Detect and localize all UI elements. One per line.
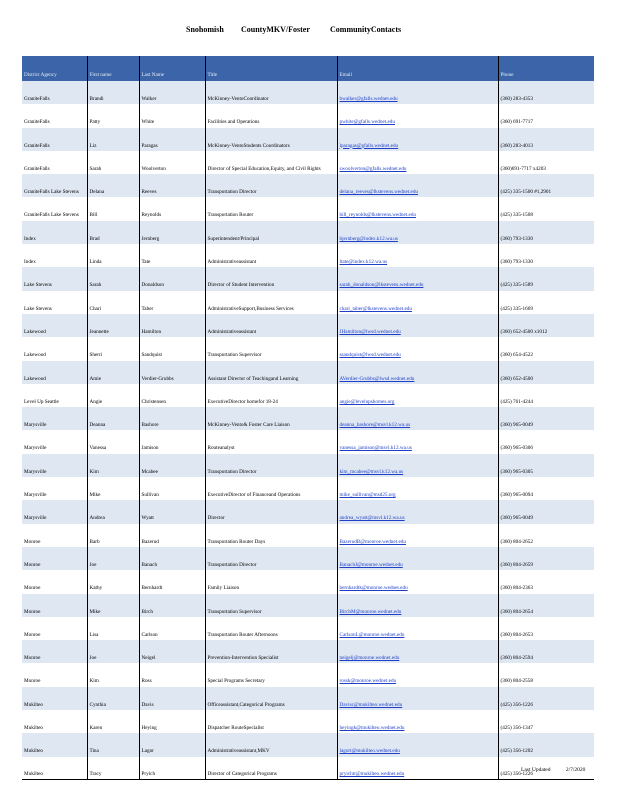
cell-first-name: Angie [87, 384, 139, 407]
table-row [22, 361, 594, 384]
cell-district: Monroe [22, 547, 87, 570]
cell-last-name: Donaldson [139, 267, 205, 290]
cell-first-name: Joe [87, 640, 139, 663]
cell-email[interactable]: deanna_bashore@msvl.k12.wa.us [337, 407, 498, 430]
cell-phone: (360) 804-2363 [500, 585, 533, 592]
cell-title: Assistant Director of Teachingand Learning [205, 361, 337, 384]
cell-first-name: Liz [87, 128, 139, 151]
table-row [22, 454, 594, 477]
cell-last-name: Neigel [139, 640, 205, 663]
cell-title: ExecutiveDirector of Financeand Operations [205, 477, 337, 500]
cell-district: Marysville [22, 500, 87, 523]
cell-title: Administrativeassistant [205, 314, 337, 337]
cell-title: Administrativeassistant,MKV [205, 733, 337, 756]
cell-last-name: Paragas [139, 128, 205, 151]
cell-phone: (360) 652-4500 x1012 [500, 328, 548, 335]
cell-district: Monroe [22, 640, 87, 663]
cell-title: Transportation Supervisor [205, 594, 337, 617]
cell-last-name: Reynolds [139, 197, 205, 220]
last-updated [521, 767, 585, 773]
cell-title: Transportation Router [205, 197, 337, 220]
cell-last-name: Woolverton [139, 151, 205, 174]
cell-title: Superintendent/Principal [205, 221, 337, 244]
table-row [22, 477, 594, 500]
cell-first-name: Deanna [87, 407, 139, 430]
cell-title: Facilities and Operations [205, 104, 337, 127]
cell-last-name: Heying [139, 710, 205, 733]
cell-phone: (360) 965-0306 [500, 445, 533, 452]
cell-phone: (360) 283-4013 [500, 142, 533, 149]
last-updated-date: 2/7/2020 [565, 767, 586, 773]
cell-phone: (360) 965-0305 [500, 468, 533, 475]
cell-last-name: Tate [139, 244, 205, 267]
cell-phone: (360) 283-4353 [500, 96, 533, 102]
table-row [22, 384, 594, 407]
cell-last-name: Bernhardt [139, 570, 205, 593]
cell-last-name: Bazerud [139, 524, 205, 547]
cell-email[interactable]: bjernberg@index.k12.wa.us [337, 221, 498, 244]
cell-first-name: Lisa [87, 617, 139, 640]
cell-district: Monroe [22, 594, 87, 617]
cell-email[interactable]: angie@levelupshomes.org [337, 384, 498, 407]
cell-email[interactable]: lparagas@gfalls.wednet.edu [337, 128, 498, 151]
table-row [22, 221, 594, 244]
cell-email[interactable]: mike_sullivan@msd25.org [337, 477, 498, 500]
cell-last-name: Carlson [139, 617, 205, 640]
table-row [22, 640, 594, 663]
cell-phone: (425) 335-1669 [500, 305, 533, 312]
cell-district: Marysville [22, 454, 87, 477]
cell-phone: (360) 965-0094 [500, 492, 533, 499]
cell-district: Mukilteo [22, 733, 87, 756]
cell-email[interactable]: AVerdier-Grubbs@lwsd.wednet.edu [337, 361, 498, 384]
cell-district: Monroe [22, 524, 87, 547]
cell-district: Lake Stevens [22, 267, 87, 290]
cell-first-name: Kim [87, 663, 139, 686]
cell-district: GraniteFalls Lake Stevens [22, 197, 87, 220]
cell-first-name: Mike [87, 477, 139, 500]
table-row [22, 430, 594, 453]
cell-email[interactable]: rossk@monroe.wednet.edu [337, 663, 498, 686]
cell-last-name: Birch [139, 594, 205, 617]
cell-phone: (360) 804-2654 [500, 608, 533, 615]
cell-title: Prevention-Intervention Specialist [205, 640, 337, 663]
cell-email[interactable]: bwalker@gfalls.wednet.edu [337, 81, 498, 104]
title-contacts: CommunityContacts [330, 25, 402, 34]
cell-title: Dispatcher RouteSpecialist [205, 710, 337, 733]
table-row [22, 81, 594, 104]
cell-first-name: Chari [87, 291, 139, 314]
cell-district: GraniteFalls [22, 128, 87, 151]
header-first-name: First name [87, 56, 139, 81]
cell-phone: (360) 793-1330 [500, 259, 533, 266]
header-last-name: Last Name [139, 56, 205, 81]
table-row [22, 407, 594, 430]
cell-first-name: Tracy [87, 757, 139, 780]
cell-last-name: Davis [139, 687, 205, 710]
cell-district: GraniteFalls [22, 81, 87, 104]
cell-title: ExecutiveDirector homefor 18-24 [205, 384, 337, 407]
cell-email[interactable]: andrea_wyatt@msvl.k12.wa.us [337, 500, 498, 523]
cell-title: Officeassistant,Categorical Programs [205, 687, 337, 710]
title-program: CountyMKV/Foster [241, 25, 310, 34]
cell-district: Marysville [22, 430, 87, 453]
cell-first-name: Sarah [87, 267, 139, 290]
cell-email[interactable]: bernhardtk@monroe.wednet.edu [337, 570, 498, 593]
table-row [22, 267, 594, 290]
table-row [22, 291, 594, 314]
cell-email[interactable]: lagort@mukilteo.wednet.edu [337, 733, 498, 756]
table-row [22, 663, 594, 686]
cell-first-name: Vanessa [87, 430, 139, 453]
table-row [22, 500, 594, 523]
cell-first-name: Mike [87, 594, 139, 617]
cell-last-name: Mcabee [139, 454, 205, 477]
cell-email[interactable]: heyingk@mukilteo.wednet.edu [337, 710, 498, 733]
cell-title: Family Liaison [205, 570, 337, 593]
cell-district: Lake Stevens [22, 291, 87, 314]
cell-email[interactable]: CarlsonL@monroe.wednet.edu [337, 617, 498, 640]
cell-last-name: Sullivan [139, 477, 205, 500]
cell-phone: (360) 691-7717 [500, 119, 533, 126]
cell-phone: (425) 356-1347 [500, 725, 533, 732]
table-row [22, 733, 594, 756]
cell-first-name: Kathy [87, 570, 139, 593]
cell-district: Marysville [22, 477, 87, 500]
cell-email[interactable]: pryichtr@mukilteo.wednet.edu [337, 757, 498, 780]
cell-title: Transportation Director [205, 454, 337, 477]
cell-first-name: Brad [87, 221, 139, 244]
cell-phone: (360) 793-1330 [500, 235, 533, 242]
cell-first-name: Joe [87, 547, 139, 570]
cell-title: Special Programs Secretary [205, 663, 337, 686]
header-title: Title [205, 56, 337, 81]
cell-district: Index [22, 244, 87, 267]
cell-district: Mukilteo [22, 710, 87, 733]
cell-email[interactable]: Davisc@mukilteo.wednet.edu [337, 687, 498, 710]
cell-email[interactable]: BazerudB@monroe.wednet.edu [337, 524, 498, 547]
cell-email[interactable]: swoolverton@gfalls.wednet.edu [337, 151, 498, 174]
cell-district: Monroe [22, 663, 87, 686]
table-row [22, 128, 594, 151]
cell-last-name: White [139, 104, 205, 127]
last-updated-label: Last Updated [521, 767, 551, 773]
cell-first-name: Brandi [87, 81, 139, 104]
cell-title: McKinney-Vento& Foster Care Liaison [205, 407, 337, 430]
cell-district: Marysville [22, 407, 87, 430]
cell-last-name: Walker [139, 81, 205, 104]
cell-last-name: Reeves [139, 174, 205, 197]
cell-email[interactable]: ssandquist@lwsd.wednet.edu [337, 337, 498, 360]
table-row [22, 104, 594, 127]
cell-last-name: Lagor [139, 733, 205, 756]
cell-first-name: Amie [87, 361, 139, 384]
header-email: Email [337, 56, 498, 81]
table-row [22, 547, 594, 570]
cell-title: Administrativeassistant [205, 244, 337, 267]
cell-title: AdministrativeSupport,Business Services [205, 291, 337, 314]
cell-first-name: Patty [87, 104, 139, 127]
cell-last-name: Jernberg [139, 221, 205, 244]
table-row [22, 757, 594, 780]
cell-title: Director of Categorical Programs [205, 757, 337, 780]
cell-last-name: Verdier-Grubbs [139, 361, 205, 384]
cell-email[interactable]: kim_mcabee@msvl.k12.wa.us [337, 454, 498, 477]
cell-title: McKinney-VentoCoordinator [205, 81, 337, 104]
cell-title: Routeanalyst [205, 430, 337, 453]
table-row [22, 710, 594, 733]
contacts-table [22, 56, 594, 780]
cell-last-name: Bashore [139, 407, 205, 430]
cell-first-name: Barb [87, 524, 139, 547]
cell-email[interactable]: BanachJ@monroe.wednet.edu [337, 547, 498, 570]
cell-district: GraniteFalls Lake Stevens [22, 174, 87, 197]
cell-phone: (425) 335-1508 [500, 212, 533, 219]
cell-email[interactable]: delana_reeves@lkstevens.wednet.edu [337, 174, 498, 197]
cell-title: Transportation Router Afternoons [205, 617, 337, 640]
cell-first-name: Bill [87, 197, 139, 220]
cell-title: McKinney-VentoStudents Coordinators [205, 128, 337, 151]
cell-phone: (360) 804-2652 [500, 538, 533, 545]
cell-first-name: Karen [87, 710, 139, 733]
cell-last-name: Jamison [139, 430, 205, 453]
cell-last-name: Sandquist [139, 337, 205, 360]
cell-phone: (360) 654-4522 [500, 352, 533, 359]
cell-first-name: Delana [87, 174, 139, 197]
cell-phone: (425) 356-1202 [500, 748, 533, 755]
cell-phone: (360)691-7717 x4203 [500, 165, 546, 172]
cell-phone: (360) 652-4500 [500, 375, 533, 382]
table-row [22, 151, 594, 174]
cell-district: GraniteFalls [22, 104, 87, 127]
cell-title: Director of Special Education,Equity, and Civil Rights [205, 151, 337, 174]
cell-last-name: Taber [139, 291, 205, 314]
table-row [22, 314, 594, 337]
cell-email[interactable]: neigelj@monroe.wednet.edu [337, 640, 498, 663]
cell-title: Director of Student Intervention [205, 267, 337, 290]
cell-first-name: Cynthia [87, 687, 139, 710]
cell-email[interactable]: ltate@index.k12.wa.us [337, 244, 498, 267]
cell-phone: (425) 356-1226 [500, 771, 533, 778]
cell-phone: (360) 965-0049 [500, 515, 533, 522]
cell-phone: (360) 804-2659 [500, 561, 533, 568]
cell-title: Transportation Supervisor [205, 337, 337, 360]
cell-district: Index [22, 221, 87, 244]
header-district: District Agency [22, 56, 87, 81]
cell-email[interactable]: sarah_donaldson@lkstevens.wednet.edu [337, 267, 498, 290]
header-phone: Phone [500, 71, 514, 78]
cell-last-name: Wyatt [139, 500, 205, 523]
cell-district: Lakewood [22, 314, 87, 337]
cell-phone: (360) 804-2594 [500, 655, 533, 662]
cell-title: Transportation Director [205, 174, 337, 197]
cell-district: Mukilteo [22, 687, 87, 710]
cell-phone: (360) 965-0049 [500, 422, 533, 429]
table-row [22, 570, 594, 593]
cell-phone: (425) 356-1226 [500, 701, 533, 708]
cell-first-name: Jeannette [87, 314, 139, 337]
cell-phone: (425) 335-1500 #1,2901 [500, 189, 552, 196]
table-row [22, 687, 594, 710]
cell-last-name: Banach [139, 547, 205, 570]
cell-district: Lakewood [22, 337, 87, 360]
cell-email[interactable]: pwhite@gfalls.wednet.edu [337, 104, 498, 127]
table-row [22, 174, 594, 197]
title-county: Snohomish [186, 25, 224, 34]
cell-phone: (425) 335-1589 [500, 282, 533, 289]
cell-first-name: Sarah [87, 151, 139, 174]
cell-title: Transportation Router Days [205, 524, 337, 547]
cell-last-name: Hamilton [139, 314, 205, 337]
cell-first-name: Andrea [87, 500, 139, 523]
cell-phone: (425) 761-4244 [500, 398, 533, 405]
cell-first-name: Sherri [87, 337, 139, 360]
cell-email[interactable]: vanessa_jamison@msvl.k12.wa.us [337, 430, 498, 453]
cell-district: Lakewood [22, 361, 87, 384]
cell-title: Transportation Director [205, 547, 337, 570]
cell-last-name: Pryich [139, 757, 205, 780]
cell-title: Director [205, 500, 337, 523]
cell-district: GraniteFalls [22, 151, 87, 174]
table-row [22, 594, 594, 617]
document-title [0, 25, 618, 37]
cell-district: Monroe [22, 570, 87, 593]
cell-district: Monroe [22, 617, 87, 640]
cell-phone: (360) 804-2558 [500, 678, 533, 685]
cell-email[interactable]: BirchM@monroe.wednet.edu [337, 594, 498, 617]
cell-first-name: Kim [87, 454, 139, 477]
cell-first-name: Tina [87, 733, 139, 756]
cell-first-name: Linda [87, 244, 139, 267]
cell-email[interactable]: JHamilton@lwsd.wednet.edu [337, 314, 498, 337]
cell-district: Mukilteo [22, 757, 87, 780]
header-row [22, 56, 594, 81]
cell-last-name: Christensen [139, 384, 205, 407]
table-row [22, 524, 594, 547]
cell-email[interactable]: bill_reynolds@lkstevens.wednet.edu [337, 197, 498, 220]
table-row [22, 617, 594, 640]
table-row [22, 337, 594, 360]
cell-phone: (360) 804-2653 [500, 631, 533, 638]
cell-district: Level Up Seattle [22, 384, 87, 407]
table-row [22, 244, 594, 267]
cell-last-name: Ross [139, 663, 205, 686]
cell-email[interactable]: chari_taber@lkstevens.wednet.edu [337, 291, 498, 314]
table-row [22, 197, 594, 220]
